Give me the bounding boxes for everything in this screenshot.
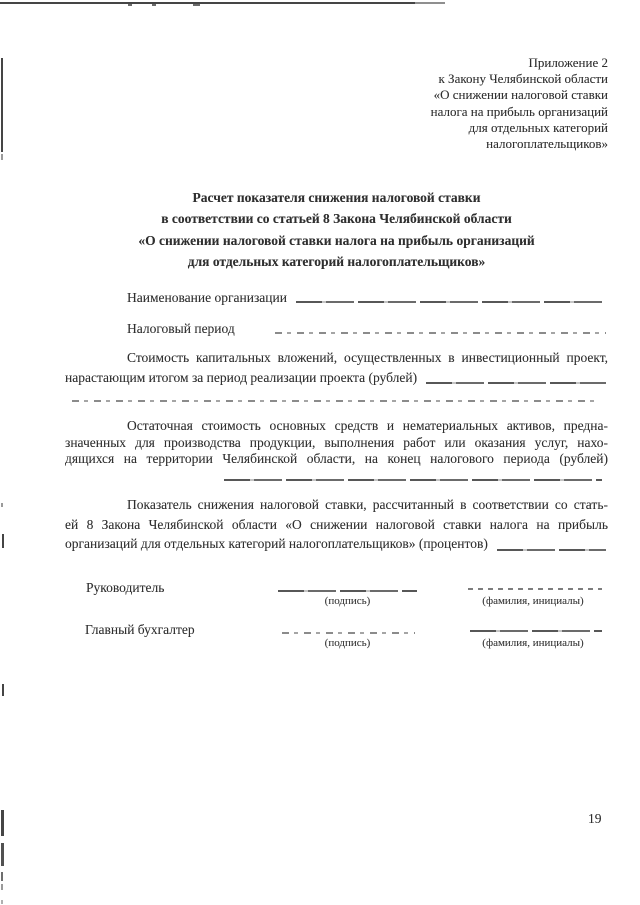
paragraph-text: организаций для отдельных категорий налогоплательщиков» (процентов) [65,536,488,551]
title-line: «О снижении налоговой ставки налога на прибыль организаций [138,232,535,248]
paragraph-line [65,534,608,554]
paragraph-line: дящихся на территории Челябинской области, на конец налогового периода (рублей) [65,451,608,466]
amount-blank-line [426,382,606,384]
scan-speck [128,4,132,6]
scan-speck [152,4,156,6]
scan-edge-top-line-faded [415,2,445,4]
tax-period-blank-line [275,332,606,334]
paragraph-line: Остаточная стоимость основных средств и нематериальных активов, предна- [127,418,608,433]
name-caption: (фамилия, инициалы) [482,637,584,649]
appendix-reference-block [308,55,608,152]
chief-accountant-signature-line [282,632,415,634]
continuation-blank-line [72,400,600,402]
capital-investments-paragraph [65,348,608,387]
paragraph-line [65,368,608,388]
title-line: Расчет показателя снижения налоговой ставки [192,190,481,205]
scan-speck [193,4,200,6]
signature-caption: (подпись) [324,637,371,649]
title-line: для отдельных категорий налогоплательщиков» [187,253,486,269]
page-number: 19 [588,811,602,826]
scan-left-dash [1,884,3,890]
scan-left-dash [2,534,4,548]
scan-left-dash [1,900,3,904]
director-signature-line [278,590,417,592]
scan-edge-left-line [1,58,3,152]
appendix-line: для отдельных категорий [468,119,608,135]
appendix-line: налогоплательщиков» [486,136,608,152]
tax-period-field-row [127,321,608,337]
percent-blank-line [497,549,606,551]
signature-caption: (подпись) [324,595,371,607]
director-role-label: Руководитель [86,580,165,595]
scan-left-dash [1,872,3,881]
paragraph-line: ей 8 Закона Челябинской области «О снижении налоговой ставки налога на прибыль [65,516,608,532]
rate-reduction-paragraph [65,495,608,554]
amount-blank-line [224,479,602,481]
scan-left-dash [2,684,4,696]
scan-left-dash [1,843,4,866]
paragraph-line: Стоимость капитальных вложений, осуществленных в инвестиционный проект, [127,350,608,365]
name-caption: (фамилия, инициалы) [482,595,584,607]
appendix-line: к Закону Челябинской области [438,71,608,87]
organization-label: Наименование организации [127,290,287,305]
paragraph-line: значенных для производства продукции, выполнения работ или оказания услуг, нахо- [65,434,608,450]
scan-left-dash [1,810,4,836]
chief-accountant-role-label: Главный бухгалтер [85,622,195,637]
organization-field-row [127,290,608,306]
paragraph-text: нарастающим итогом за период реализации проекта (рублей) [65,369,418,385]
scan-left-dash [1,503,3,507]
scan-speck [1,154,3,160]
organization-blank-line [296,301,606,303]
chief-accountant-name-line [470,630,602,632]
appendix-line: «О снижении налоговой ставки [433,87,608,103]
director-name-line [468,588,602,590]
appendix-line: Приложение 2 [528,55,608,70]
document-title [65,187,608,272]
residual-value-paragraph [65,418,608,468]
paragraph-line: Показатель снижения налоговой ставки, рассчитанный в соответствии со стать- [127,497,608,512]
appendix-line: налога на прибыль организаций [430,103,608,119]
tax-period-label: Налоговый период [127,321,235,336]
scan-edge-top-line [0,2,415,4]
title-line: в соответствии со статьей 8 Закона Челябинской области [161,211,512,227]
